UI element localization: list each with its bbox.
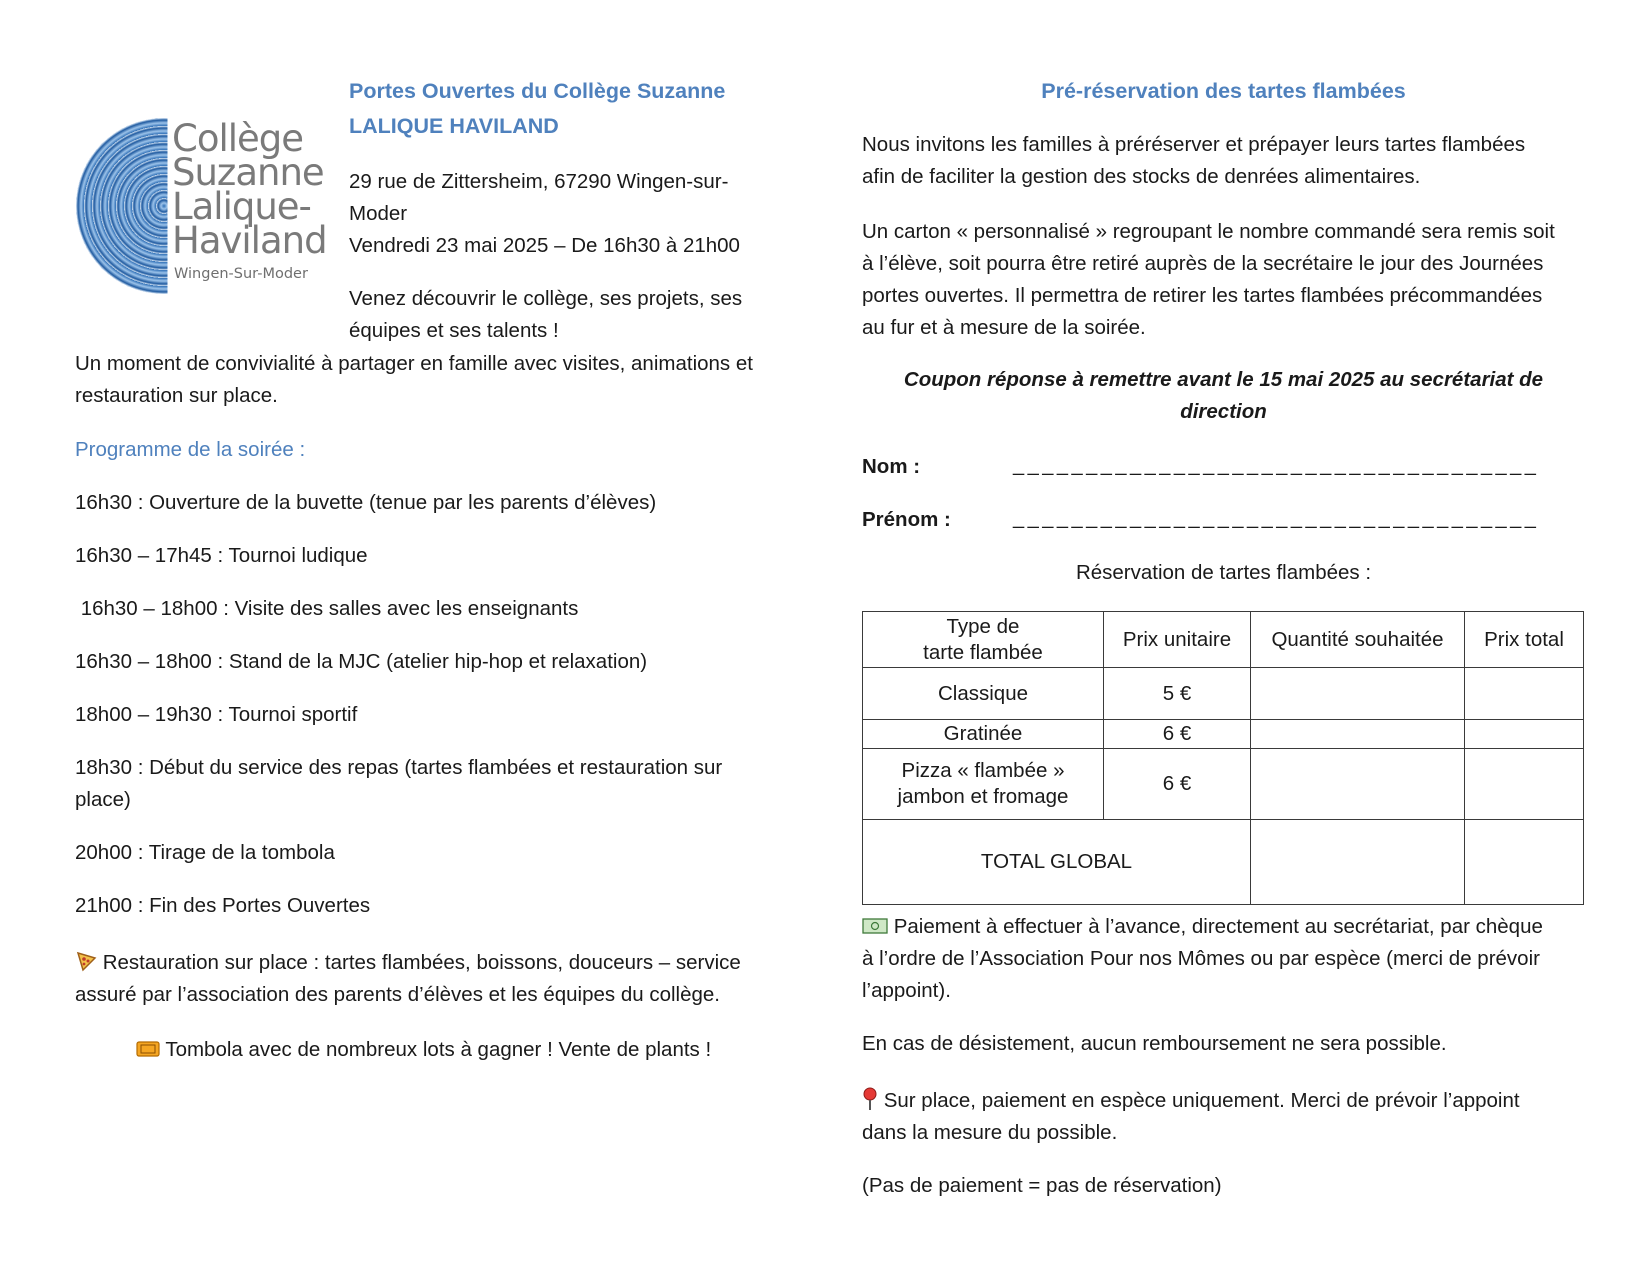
- reservation-heading: Réservation de tartes flambées :: [1075, 561, 1372, 584]
- table-row: [863, 720, 1584, 749]
- prenom-label: Prénom :: [862, 508, 951, 531]
- reservation-intro: Nous invitons les familles à préréserver et prépayer leurs tartes flambées afin de faciliter la gestion des stocks de denrées alimentaires.: [862, 133, 1526, 188]
- nom-label: Nom :: [862, 455, 921, 478]
- table-row: [863, 668, 1584, 720]
- header-type: Type de tarte flambée: [863, 612, 1104, 668]
- pizza-icon: [75, 946, 97, 978]
- event-title: Portes Ouvertes du Collège Suzanne LALIQUE HAVILAND: [349, 79, 726, 138]
- header-total-price: Prix total: [1465, 612, 1584, 668]
- event-date: Vendredi 23 mai 2025 – De 16h30 à 21h00: [349, 234, 740, 257]
- banknote-icon: [862, 910, 888, 942]
- programme-item: 16h30 : Ouverture de la buvette (tenue par les parents d’élèves): [75, 491, 657, 514]
- ticket-icon: [136, 1033, 160, 1065]
- programme-item: 20h00 : Tirage de la tombola: [75, 841, 335, 864]
- cell-type: Gratinée: [863, 720, 1104, 749]
- programme-item: 21h00 : Fin des Portes Ouvertes: [75, 894, 371, 917]
- cell-price: 5 €: [1104, 668, 1251, 720]
- carton-text: Un carton « personnalisé » regroupant le nombre commandé sera remis soit à l’élève, soit pourra être retiré auprès de la secrétaire le jour des Journées portes ouvertes. Il permettra de retirer les tartes flambées précommandées au fur et à mesure de la soirée.: [862, 220, 1555, 339]
- table-row: [863, 749, 1584, 820]
- cell-total[interactable]: [1465, 749, 1584, 820]
- payment-text: Paiement à effectuer à l’avance, directement au secrétariat, par chèque à l’ordre de l’Association Pour nos Mômes ou par espèce (merci de prévoir l’appoint).: [862, 910, 1543, 1007]
- cell-type: Pizza « flambée » jambon et fromage: [863, 749, 1104, 820]
- programme-item: 16h30 – 18h00 : Stand de la MJC (atelier hip-hop et relaxation): [75, 650, 648, 673]
- prenom-field[interactable]: ____________________________________: [1013, 507, 1540, 529]
- cell-type: Classique: [863, 668, 1104, 720]
- reservation-title: Pré-réservation des tartes flambées: [1041, 79, 1406, 103]
- total-global-label: TOTAL GLOBAL: [863, 820, 1251, 905]
- programme-item: 16h30 – 18h00 : Visite des salles avec les enseignants: [75, 597, 579, 620]
- logo-subtitle: Wingen-Sur-Moder: [174, 266, 308, 282]
- college-logo: [76, 118, 326, 294]
- restauration-text: Restauration sur place : tartes flambées, boissons, douceurs – service assuré par l’association des parents d’élèves et les équipes du collège.: [75, 946, 741, 1011]
- cell-quantity[interactable]: [1251, 668, 1465, 720]
- pin-icon: [862, 1084, 878, 1116]
- programme-item: 18h00 – 19h30 : Tournoi sportif: [75, 703, 358, 726]
- desistement-text: En cas de désistement, aucun remboursement ne sera possible.: [862, 1032, 1447, 1055]
- programme-item: 18h30 : Début du service des repas (tartes flambées et restauration sur: [75, 756, 723, 779]
- table-total-row: [863, 820, 1584, 905]
- cell-quantity[interactable]: [1251, 749, 1465, 820]
- reservation-table: [862, 611, 1584, 905]
- sur-place-text: Sur place, paiement en espèce uniquement. Merci de prévoir l’appoint dans la mesure du possible.: [862, 1084, 1520, 1149]
- cell-total[interactable]: [1465, 668, 1584, 720]
- intro-text: Venez découvrir le collège, ses projets, ses équipes et ses talents !: [349, 287, 743, 342]
- cell-total-quantity[interactable]: [1251, 820, 1465, 905]
- address-block: 29 rue de Zittersheim, 67290 Wingen-sur- Moder Vendredi 23 mai 2025 – De 16h30 à 21h00: [349, 166, 740, 262]
- cell-price: 6 €: [1104, 749, 1251, 820]
- programme-item: place): [75, 788, 131, 811]
- cell-price: 6 €: [1104, 720, 1251, 749]
- programme-item: 16h30 – 17h45 : Tournoi ludique: [75, 544, 368, 567]
- tombola-text: Tombola avec de nombreux lots à gagner ! Vente de plants !: [136, 1033, 711, 1066]
- cell-quantity[interactable]: [1251, 720, 1465, 749]
- header-unit-price: Prix unitaire: [1104, 612, 1251, 668]
- header-quantity: Quantité souhaitée: [1251, 612, 1465, 668]
- nom-field[interactable]: ____________________________________: [1013, 454, 1540, 476]
- logo-wordmark: Collège Suzanne Lalique- Haviland: [172, 117, 327, 262]
- cell-total[interactable]: [1465, 720, 1584, 749]
- table-header-row: [863, 612, 1584, 668]
- moment-text: Un moment de convivialité à partager en famille avec visites, animations et restauration sur place.: [75, 352, 753, 407]
- cell-total-price[interactable]: [1465, 820, 1584, 905]
- coupon-instruction: Coupon réponse à remettre avant le 15 mai 2025 au secrétariat de direction: [903, 368, 1544, 423]
- no-payment-note: (Pas de paiement = pas de réservation): [862, 1174, 1222, 1197]
- programme-heading: Programme de la soirée :: [75, 438, 306, 461]
